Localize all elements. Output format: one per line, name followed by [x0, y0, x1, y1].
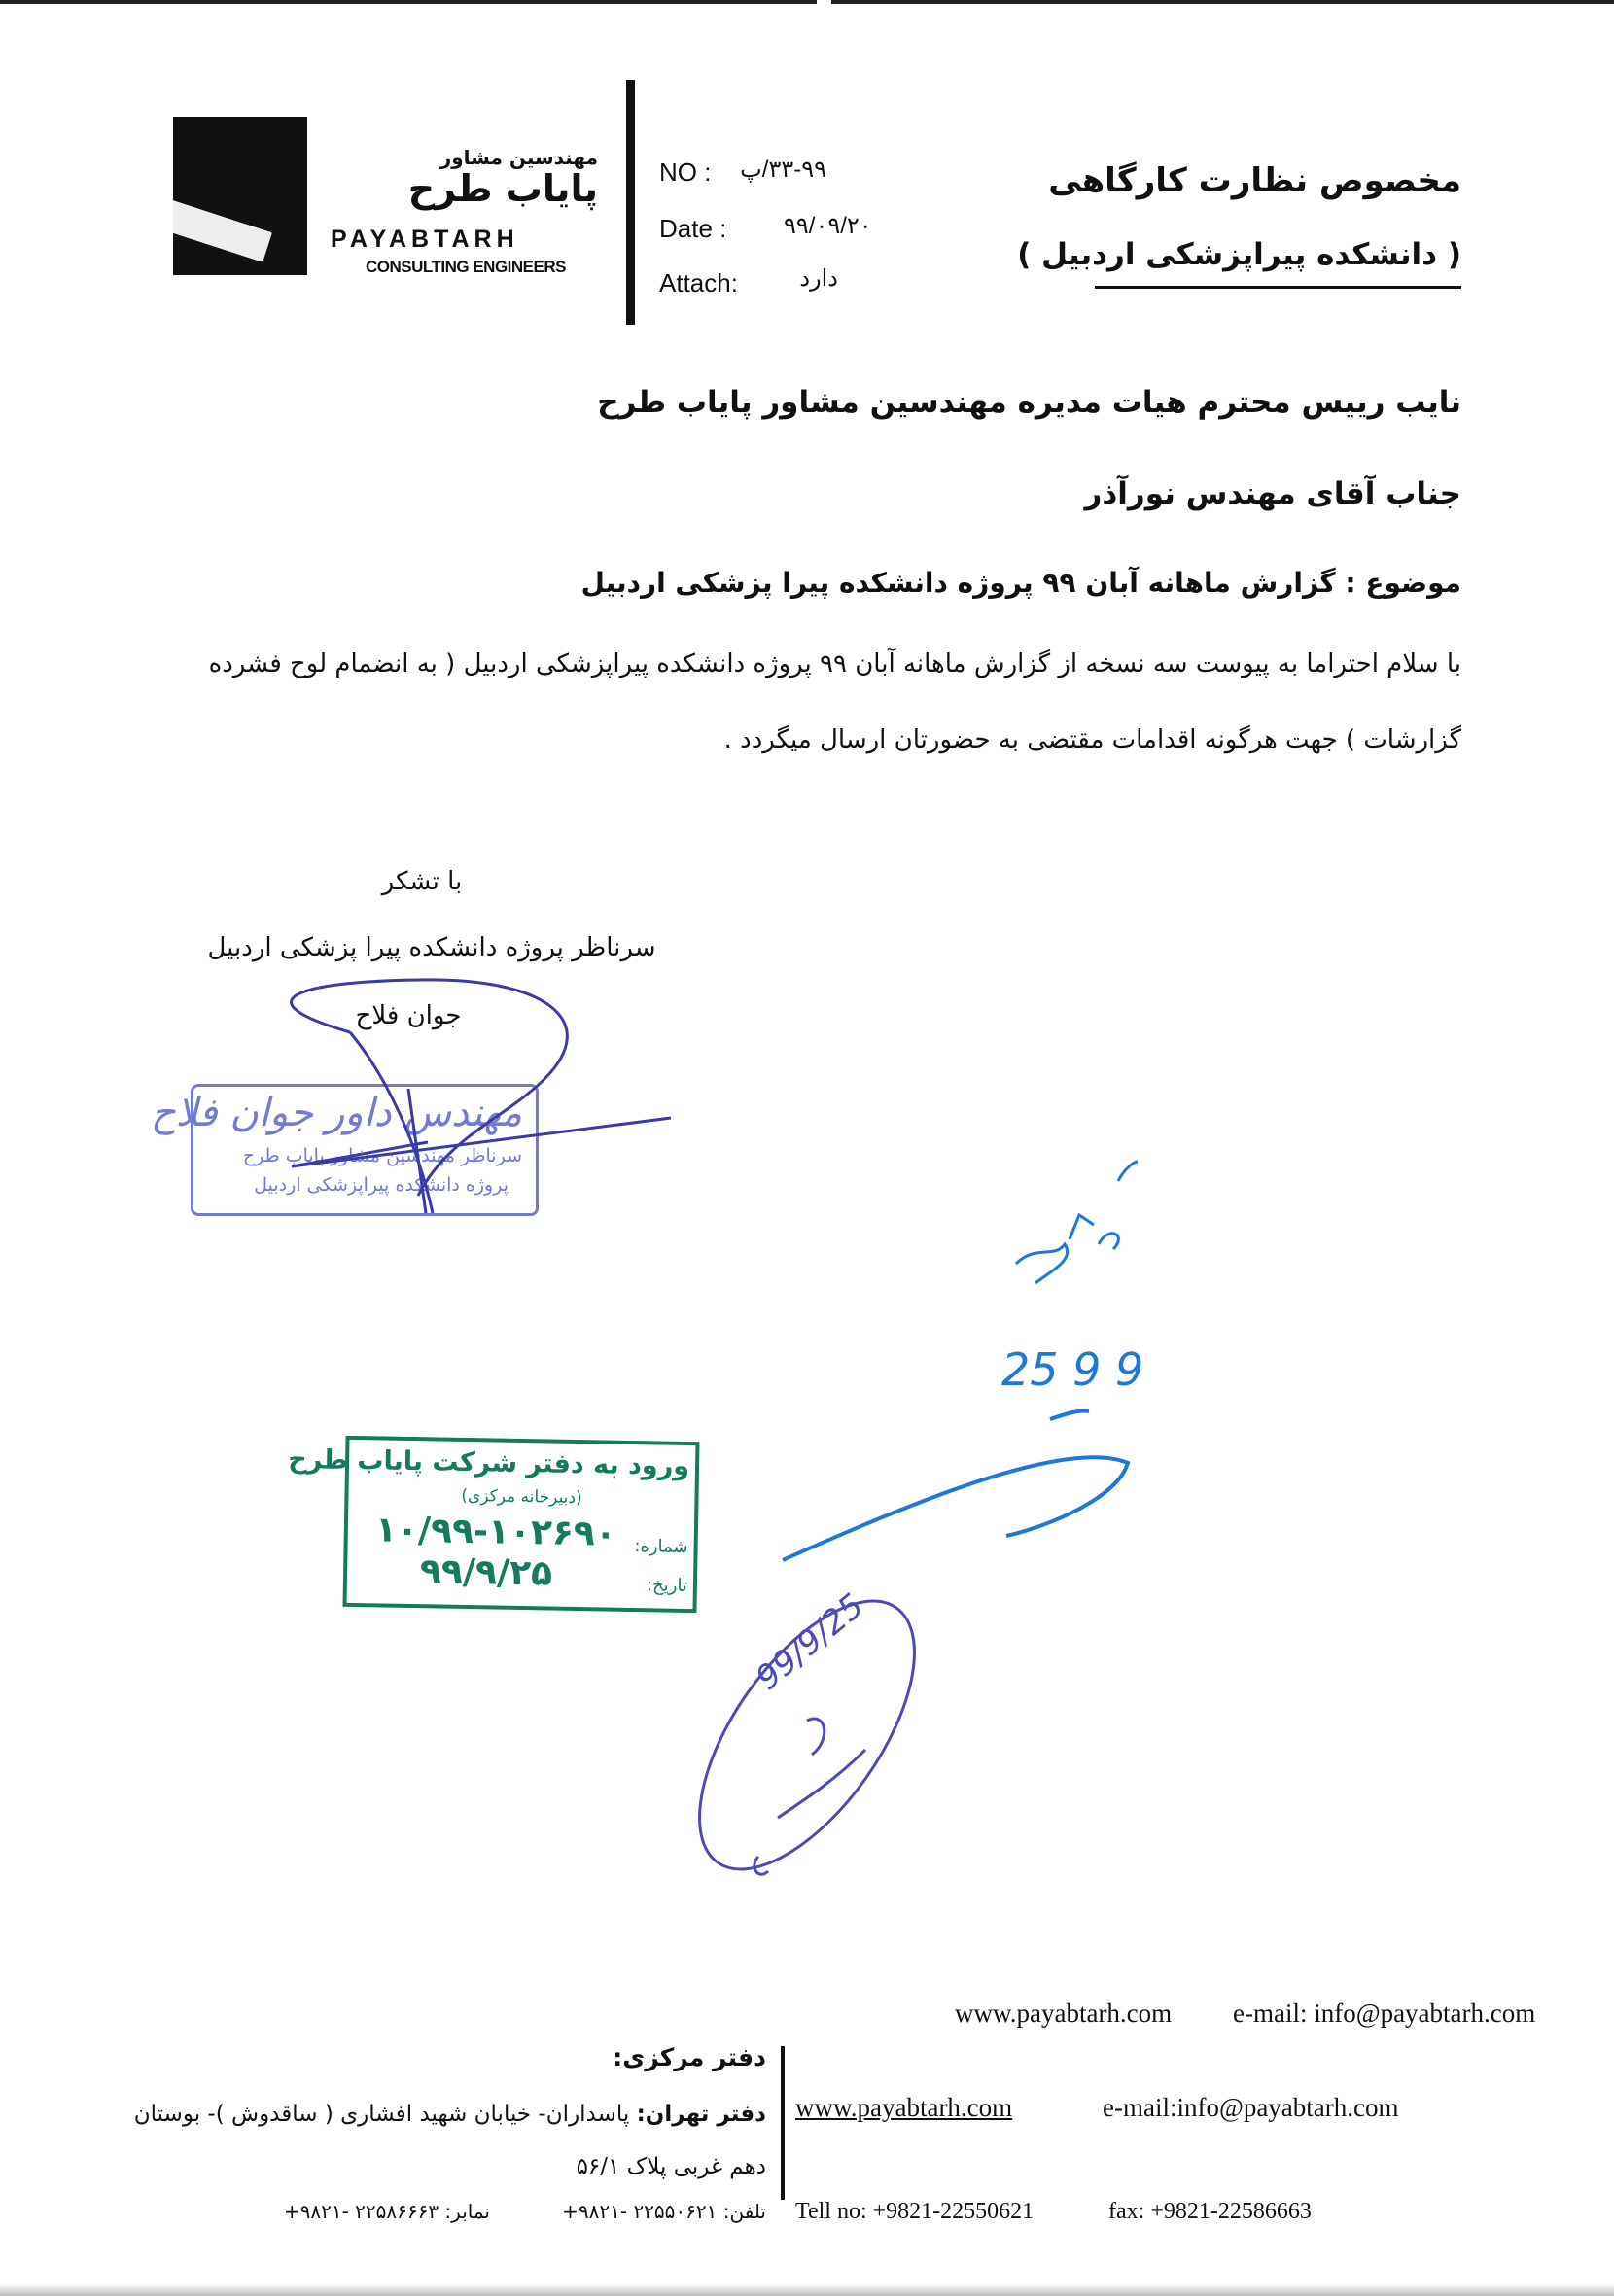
- footer-top-email[interactable]: e-mail: info@payabtarh.com: [1233, 1999, 1536, 2028]
- signer-stamp-line-1: مهندس داور جوان فلاح: [150, 1091, 522, 1135]
- footer-website-link[interactable]: www.payabtarh.com: [795, 2093, 1013, 2122]
- tehran-address-text: پاسداران- خیابان شهید افشاری ( ساقدوش )- بوستان: [133, 2102, 630, 2127]
- document-category: مخصوص نظارت کارگاهی: [1048, 161, 1461, 200]
- attach-label: Attach:: [659, 268, 738, 297]
- footer-fax: fax: +9821-22586663: [1108, 2199, 1312, 2224]
- receipt-stamp-title: ورود به دفتر شرکت پایاب طرح: [288, 1444, 690, 1482]
- tehran-address-line-1: [134, 2102, 766, 2127]
- receipt-number-label: شماره:: [634, 1536, 688, 1557]
- recipient-line-1: نایب رییس محترم هیات مدیره مهندسین مشاور پایاب طرح: [597, 385, 1461, 420]
- footer-divider: [781, 2046, 785, 2200]
- handwritten-number: 25 9 9: [1001, 1343, 1144, 1396]
- scan-edge-bottom: [0, 2284, 1614, 2296]
- signer-name: جوان فلاح: [355, 1001, 462, 1030]
- signer-stamp-line-2: سرناظر مهندسین مشاور پایاب طرح: [242, 1145, 522, 1166]
- date-label: Date :: [659, 214, 727, 243]
- tehran-office-label: دفتر تهران:: [636, 2102, 766, 2127]
- signature-scribble: [292, 980, 671, 1213]
- date-value: ۹۹/۰۹/۲۰: [784, 213, 872, 239]
- recipient-line-2: جناب آقای مهندس نورآذر: [1084, 476, 1461, 511]
- subject-line: موضوع : گزارش ماهانه آبان ۹۹ پروژه دانشکده پیرا پزشکی اردبیل: [580, 567, 1461, 599]
- receipt-number-value: ۱۰/۹۹-۱۰۲۶۹۰: [374, 1510, 617, 1554]
- logo-english-sub: CONSULTING ENGINEERS: [366, 258, 566, 276]
- oval-scribble: [754, 1719, 865, 1874]
- footer-email[interactable]: e-mail:info@payabtarh.com: [1103, 2093, 1399, 2122]
- letter-number-value: ۳۳-۹۹/پ: [740, 157, 826, 183]
- letter-number-label: NO :: [659, 157, 712, 187]
- tehran-address-line-2: دهم غربی پلاک ۵۶/۱: [576, 2154, 766, 2179]
- phone-fa: تلفن: ۲۲۵۵۰۶۲۱ -۹۸۲۱+: [562, 2200, 766, 2223]
- fax-fa: نمابر: ۲۲۵۸۶۶۶۳ -۹۸۲۱+: [283, 2200, 490, 2223]
- logo-english-name: PAYABTARH: [331, 226, 519, 253]
- oval-date: 99/9/25: [749, 1585, 872, 1698]
- project-name: ( دانشکده پیراپزشکی اردبیل ): [1017, 237, 1461, 272]
- signer-title: سرناظر پروژه دانشکده پیرا پزشکی اردبیل: [207, 933, 656, 962]
- blue-pen-stroke: [783, 1411, 1128, 1560]
- referral-oval: [658, 1566, 956, 1904]
- receipt-date-value: ۹۹/۹/۲۵: [419, 1551, 553, 1594]
- logo-persian-name: پایاب طرح: [407, 167, 598, 210]
- blue-pen-note: [1016, 1162, 1138, 1283]
- receipt-stamp-subtitle: (دبیرخانه مرکزی): [461, 1485, 582, 1509]
- footer-phone: Tell no: +9821-22550621: [795, 2199, 1035, 2224]
- attach-value: دارد: [799, 265, 838, 292]
- signer-stamp-line-3: پروژه دانشکده پیراپزشکی اردبیل: [254, 1174, 509, 1196]
- receipt-date-label: تاریخ:: [646, 1575, 688, 1596]
- central-office-label: دفتر مرکزی:: [613, 2043, 766, 2071]
- body-line-2: گزارشات ) جهت هرگونه اقدامات مقتضی به حضورتان ارسال میگردد .: [723, 725, 1461, 754]
- body-line-1: با سلام احتراما به پیوست سه نسخه از گزارش ماهانه آبان ۹۹ پروژه دانشکده پیراپزشکی اردبیل ( به انضمام لوح فشرده: [208, 649, 1461, 678]
- logo-persian-small: مهندسین مشاور: [439, 146, 598, 169]
- footer-top-website[interactable]: www.payabtarh.com: [955, 1999, 1173, 2028]
- closing: با تشکر: [381, 867, 463, 896]
